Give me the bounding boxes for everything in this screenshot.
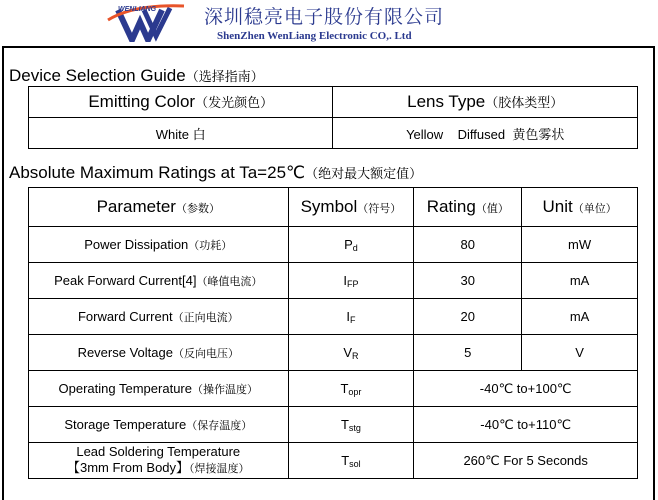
rating-value: 30 <box>460 273 475 288</box>
parameter-name-detail: 【3mm From Body】 <box>66 460 190 475</box>
table-row <box>29 443 638 479</box>
symbol-cell <box>288 335 414 371</box>
symbol-cell <box>288 299 414 335</box>
parameter-name: Forward Current <box>77 308 173 324</box>
lens-type-value: Yellow Diffused 黄色雾状 <box>333 118 638 149</box>
rating-range: -40℃ to+100℃ <box>479 380 572 396</box>
rating-header: Rating（值） <box>414 188 522 227</box>
unit-cell <box>522 299 638 335</box>
symbol-cell <box>288 371 414 407</box>
symbol-letter: T <box>340 380 349 396</box>
parameter-name: Reverse Voltage <box>77 344 173 360</box>
rating-range-cell <box>414 407 638 443</box>
svg-text:WENLIANG: WENLIANG <box>118 6 157 13</box>
rating-range: 260℃ For 5 Seconds <box>463 452 588 468</box>
parameter-name-cn: （焊接温度） <box>189 462 250 475</box>
unit-header: Unit（单位） <box>522 188 638 227</box>
symbol-subscript: sol <box>349 458 361 469</box>
parameter-name-cn: （功耗） <box>188 238 233 252</box>
symbol-letter: I <box>346 308 350 324</box>
table-row <box>29 407 638 443</box>
symbol-header: Symbol（符号） <box>288 188 414 227</box>
parameter-name-cn: （峰值电流） <box>196 274 263 288</box>
unit-cell <box>522 263 638 299</box>
parameter-cell <box>29 371 289 407</box>
parameter-name-cn: （保存温度） <box>186 418 253 432</box>
symbol-letter: T <box>340 416 349 432</box>
parameter-name-cn: （操作温度） <box>191 382 258 396</box>
symbol-letter: I <box>343 272 347 288</box>
table-header-row <box>29 87 638 118</box>
rating-value: 80 <box>460 237 475 252</box>
emitting-color-header: Emitting Color（发光颜色） <box>29 87 333 118</box>
table-row <box>29 118 638 149</box>
rating-range-cell <box>414 443 638 479</box>
selection-guide-title: Device Selection Guide（选择指南） <box>9 66 264 85</box>
table-row <box>29 299 638 335</box>
symbol-subscript: R <box>352 350 359 361</box>
parameter-name: Power Dissipation <box>84 236 189 252</box>
symbol-letter: P <box>344 236 353 252</box>
parameter-cell <box>29 263 289 299</box>
selection-guide-table <box>28 86 638 149</box>
symbol-letter: T <box>341 452 350 468</box>
rating-cell <box>414 263 522 299</box>
symbol-cell <box>288 407 414 443</box>
parameter-name-cn: （反向电压） <box>172 346 239 360</box>
symbol-subscript: d <box>352 242 358 253</box>
unit-value: mA <box>569 309 590 324</box>
symbol-cell <box>288 263 414 299</box>
company-name-cn: 深圳稳亮电子股份有限公司 <box>204 6 445 28</box>
symbol-subscript: FP <box>346 278 359 289</box>
table-row <box>29 371 638 407</box>
unit-cell <box>522 227 638 263</box>
symbol-cell <box>288 443 414 479</box>
ratings-title: Absolute Maximum Ratings at Ta=25℃（绝对最大额定值） <box>9 163 423 182</box>
parameter-name: Operating Temperature <box>58 380 192 396</box>
table-row <box>29 227 638 263</box>
parameter-name: Storage Temperature <box>64 416 187 432</box>
unit-value: mA <box>569 273 590 288</box>
parameter-cell <box>29 227 289 263</box>
lens-type-header: Lens Type（胶体类型） <box>333 87 638 118</box>
parameter-cell <box>29 335 289 371</box>
rating-range: -40℃ to+110℃ <box>480 416 572 432</box>
parameter-name-cn: （正向电流） <box>172 310 239 324</box>
rating-cell <box>414 335 522 371</box>
parameter-name: Peak Forward Current[4] <box>54 272 197 288</box>
symbol-letter: V <box>343 344 353 360</box>
parameter-header: Parameter（参数） <box>29 188 289 227</box>
unit-cell <box>522 335 638 371</box>
rating-cell <box>414 299 522 335</box>
document-header <box>0 0 658 44</box>
parameter-cell <box>29 407 289 443</box>
table-header-row <box>29 188 638 227</box>
symbol-cell <box>288 227 414 263</box>
table-row <box>29 263 638 299</box>
unit-value: V <box>575 345 584 360</box>
rating-value: 5 <box>464 345 472 360</box>
rating-cell <box>414 227 522 263</box>
parameter-name: Lead Soldering Temperature <box>76 444 241 459</box>
symbol-subscript: opr <box>348 386 362 397</box>
company-name-en: ShenZhen WenLiang Electronic CO,. Ltd <box>217 30 412 42</box>
unit-value: mW <box>568 237 592 252</box>
rating-range-cell <box>414 371 638 407</box>
rating-value: 20 <box>460 309 475 324</box>
table-row <box>29 335 638 371</box>
symbol-subscript: F <box>350 314 356 325</box>
parameter-cell <box>29 443 289 479</box>
ratings-table <box>28 187 638 479</box>
symbol-subscript: stg <box>348 422 361 433</box>
company-logo <box>104 2 190 42</box>
parameter-cell <box>29 299 289 335</box>
emitting-color-value: White 白 <box>29 118 333 149</box>
